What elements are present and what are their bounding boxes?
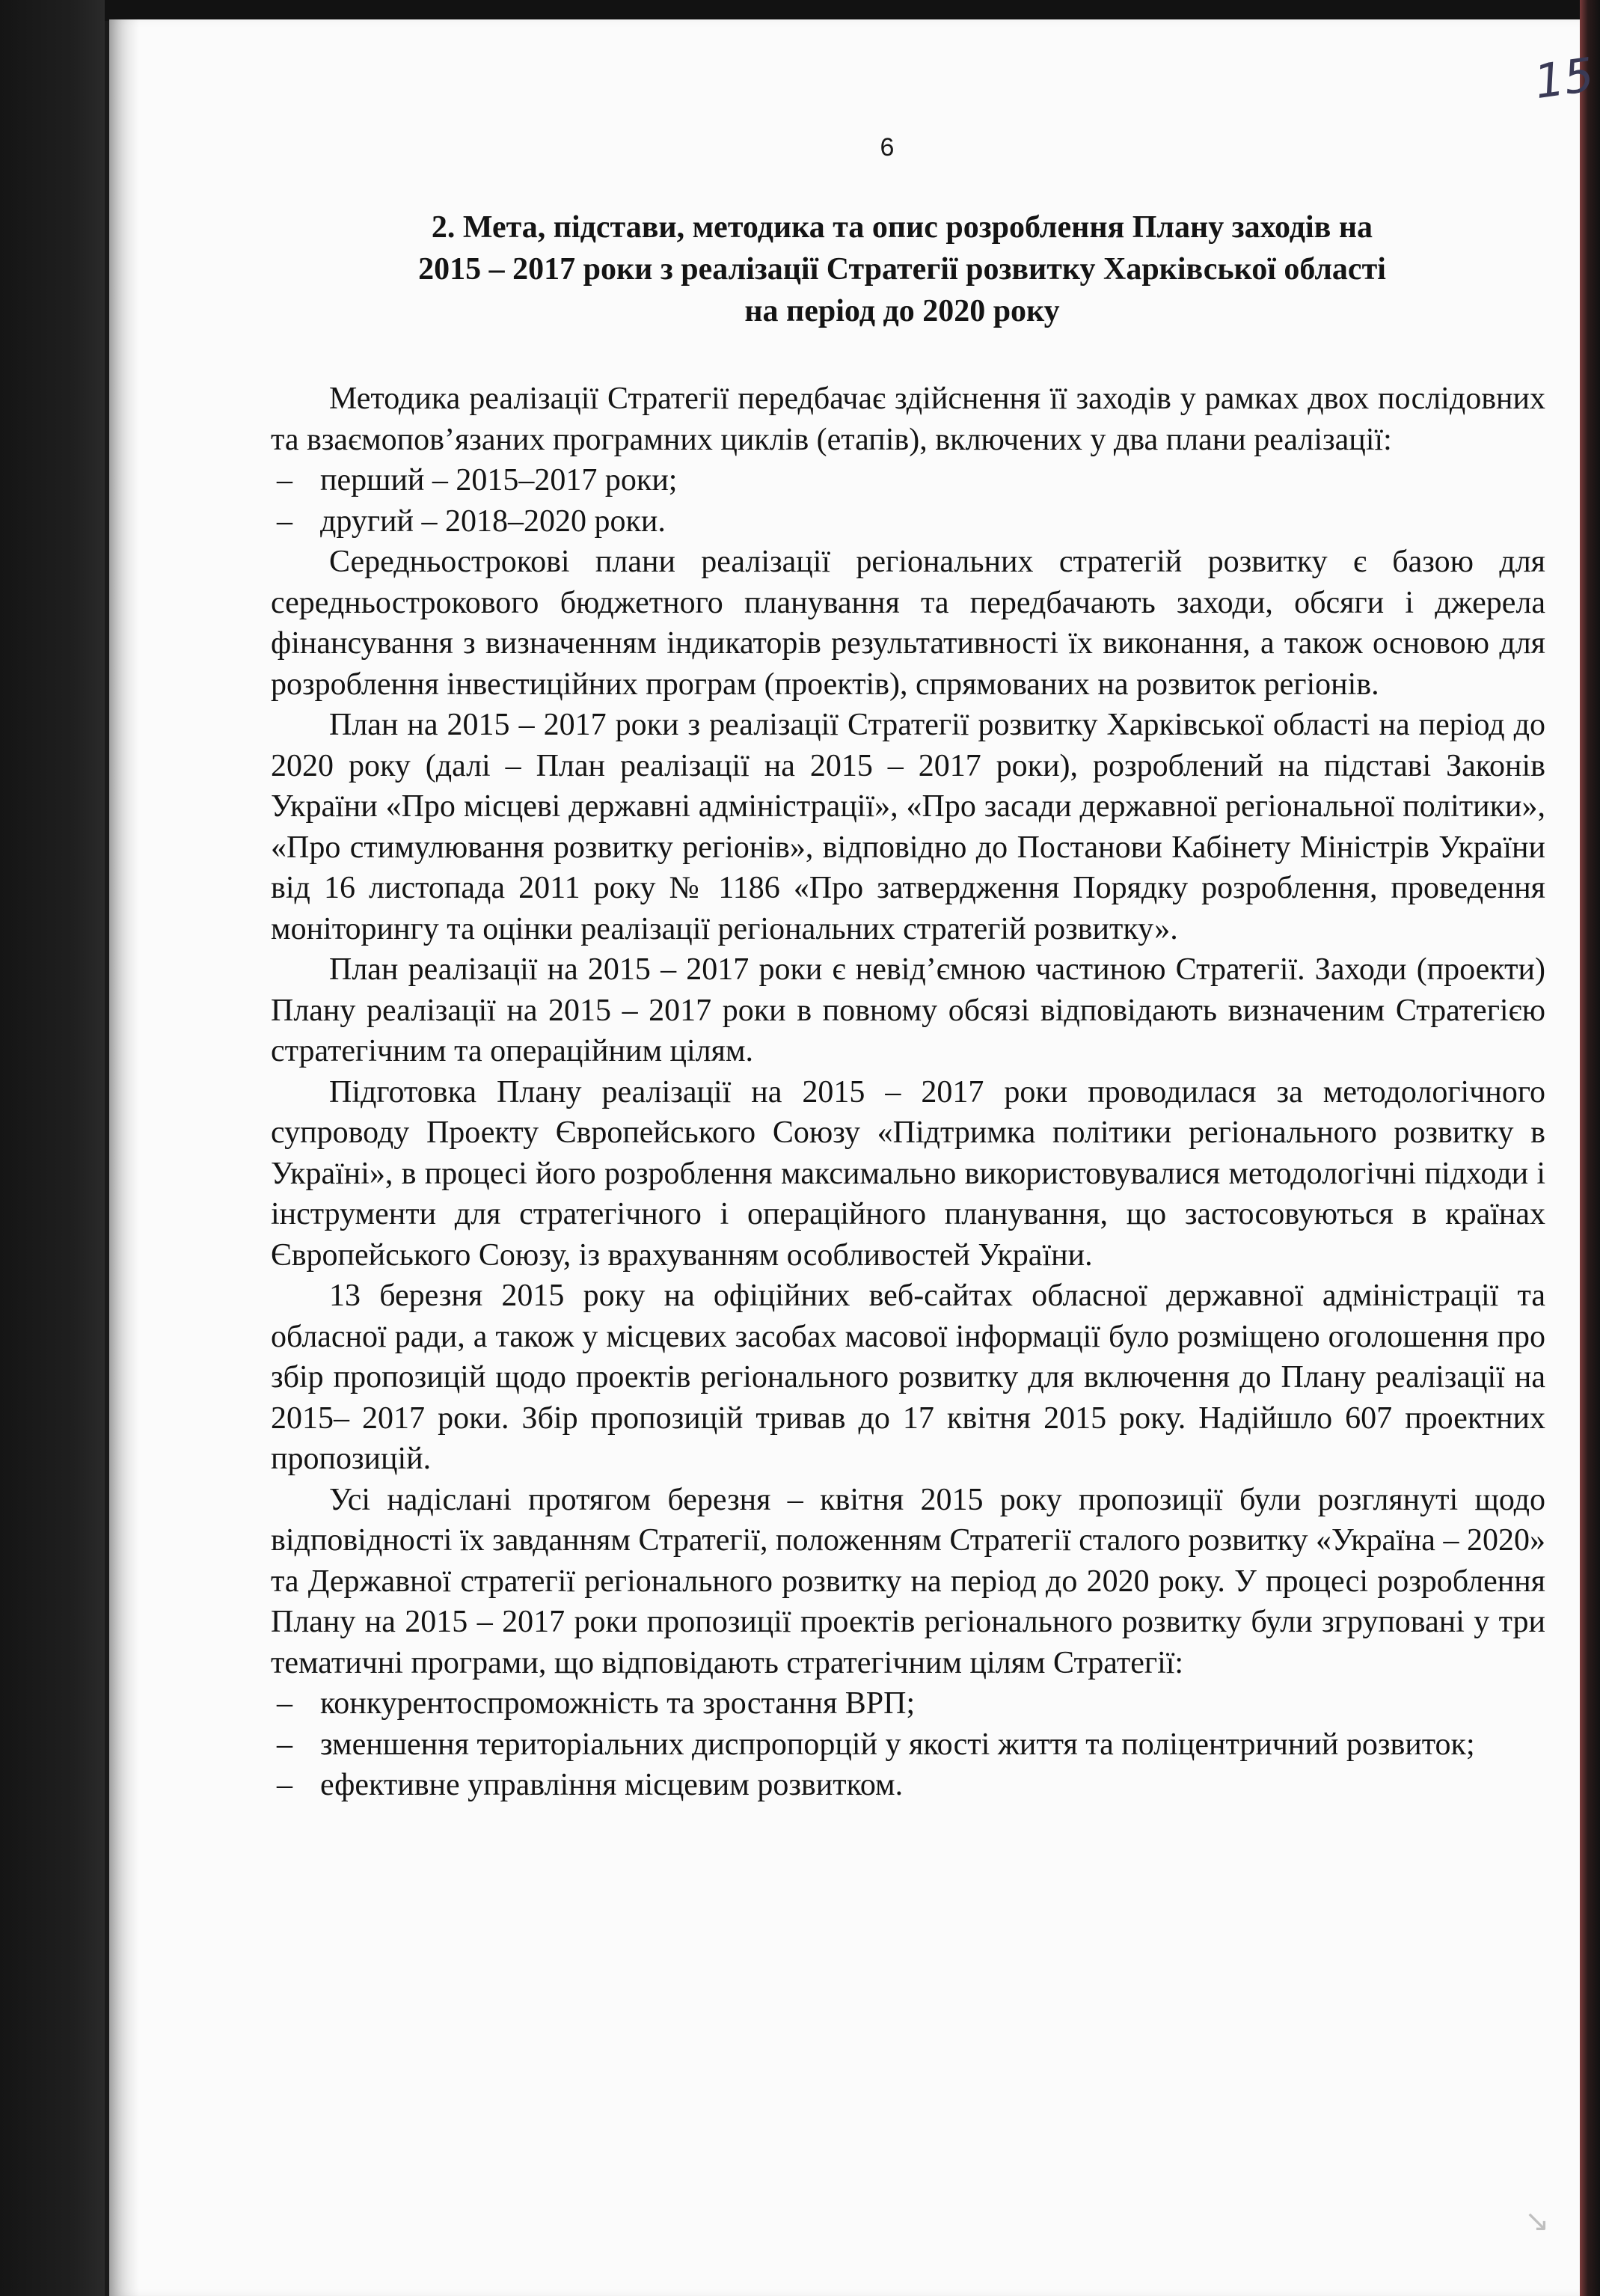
scan-top-border (0, 0, 1600, 21)
list-item-text: перший – 2015–2017 роки; (320, 463, 678, 498)
list-item-text: другий – 2018–2020 роки. (320, 503, 666, 539)
paragraph-preparation: Підготовка Плану реалізації на 2015 – 2017 роки проводилася за методологічного супроводу Проекту Європейського Союзу «Підтримка політики регіонального розвитку в Україні», в процесі його розроблення максимально використовувалися методологічні підходи і інструменти для стратегічного і операційного планування, що застосовуються в країнах Європейського Союзу, із врахуванням особливостей України. (271, 1074, 1545, 1273)
dash-bullet: – (277, 463, 292, 498)
list-item-text: зменшення територіальних диспропорцій у якості життя та поліцентричний розвиток; (320, 1727, 1475, 1762)
dash-bullet: – (277, 1768, 292, 1802)
heading-line-1: 2. Мета, підстави, методика та опис розроблення Плану заходів на (431, 210, 1373, 245)
page-fold-shadow (109, 19, 139, 2296)
list-item-text: конкурентоспроможність та зростання ВРП; (320, 1686, 916, 1721)
list-item (271, 1683, 1545, 1724)
stages-list (271, 460, 1545, 542)
paragraph-announcement: 13 березня 2015 року на офіційних веб-сайтах обласної державної адміністрації та обласної ради, а також у місцевих засобах масової інформації було розміщено оголошення про збір пропозицій щодо проектів регіонального розвитку для включення до Плану реалізації на 2015– 2017 роки. Збір пропозицій тривав до 17 квітня 2015 року. Надійшло 607 проектних пропозицій. (271, 1279, 1545, 1476)
body-text (271, 379, 1545, 1806)
section-heading (281, 206, 1523, 332)
heading-line-3: на період до 2020 року (744, 294, 1060, 328)
list-item (271, 460, 1545, 501)
paragraph-legal-basis: План на 2015 – 2017 роки з реалізації Стратегії розвитку Харківської області на період до 2020 року (далі – План реалізації на 2015 – 2017 роки), розроблений на підставі Законів України «Про місцеві державні адміністрації», «Про засади державної регіональної політики», «Про стимулювання розвитку регіонів», відповідно до Постанови Кабінету Міністрів України від 16 листопада 2011 року № 1186 «Про затвердження Порядку розроблення, проведення моніторингу та оцінки реалізації регіональних стратегій розвитку». (271, 708, 1545, 946)
dash-bullet: – (277, 503, 292, 539)
list-item-text: ефективне управління місцевим розвитком. (320, 1768, 904, 1802)
dash-bullet: – (277, 1727, 292, 1762)
scan-left-border (0, 0, 105, 2296)
list-item (271, 1724, 1545, 1766)
list-item (271, 501, 1545, 542)
scan-right-edge (1580, 0, 1600, 2296)
programs-list (271, 1683, 1545, 1806)
dash-bullet: – (277, 1686, 292, 1721)
document-page (109, 19, 1598, 2296)
list-item (271, 1765, 1545, 1806)
heading-line-2: 2015 – 2017 роки з реалізації Стратегії розвитку Харківської області (418, 252, 1386, 287)
corner-scribble: ↘ (1524, 2204, 1550, 2238)
page-number: 6 (880, 133, 895, 162)
handwritten-sheet-number: 15 (1530, 46, 1598, 110)
paragraph-medium-term-plans: Середньострокові плани реалізації регіональних стратегій розвитку є базою для середньострокового бюджетного планування та передбачають заходи, обсяги і джерела фінансування з визначенням індикаторів результативності їх виконання, а також основою для розроблення інвестиційних програм (проектів), спрямованих на розвиток регіонів. (271, 545, 1545, 702)
paragraph-integral-part: План реалізації на 2015 – 2017 роки є невід’ємною частиною Стратегії. Заходи (проекти) Плану реалізації на 2015 – 2017 роки в повному обсязі відповідають визначеним Стратегією стратегічним та операційним цілям. (271, 952, 1545, 1068)
paragraph-methodology: Методика реалізації Стратегії передбачає здійснення її заходів у рамках двох послідовних та взаємопов’язаних програмних циклів (етапів), включених у два плани реалізації: (271, 382, 1545, 457)
paragraph-review: Усі надіслані протягом березня – квітня 2015 року пропозиції були розглянуті щодо відповідності їх завданням Стратегії, положенням Стратегії сталого розвитку «Україна – 2020» та Державної стратегії регіонального розвитку на період до 2020 року. У процесі розроблення Плану на 2015 – 2017 роки пропозиції проектів регіонального розвитку були згруповані у три тематичні програми, що відповідають стратегічним цілям Стратегії: (271, 1482, 1545, 1680)
